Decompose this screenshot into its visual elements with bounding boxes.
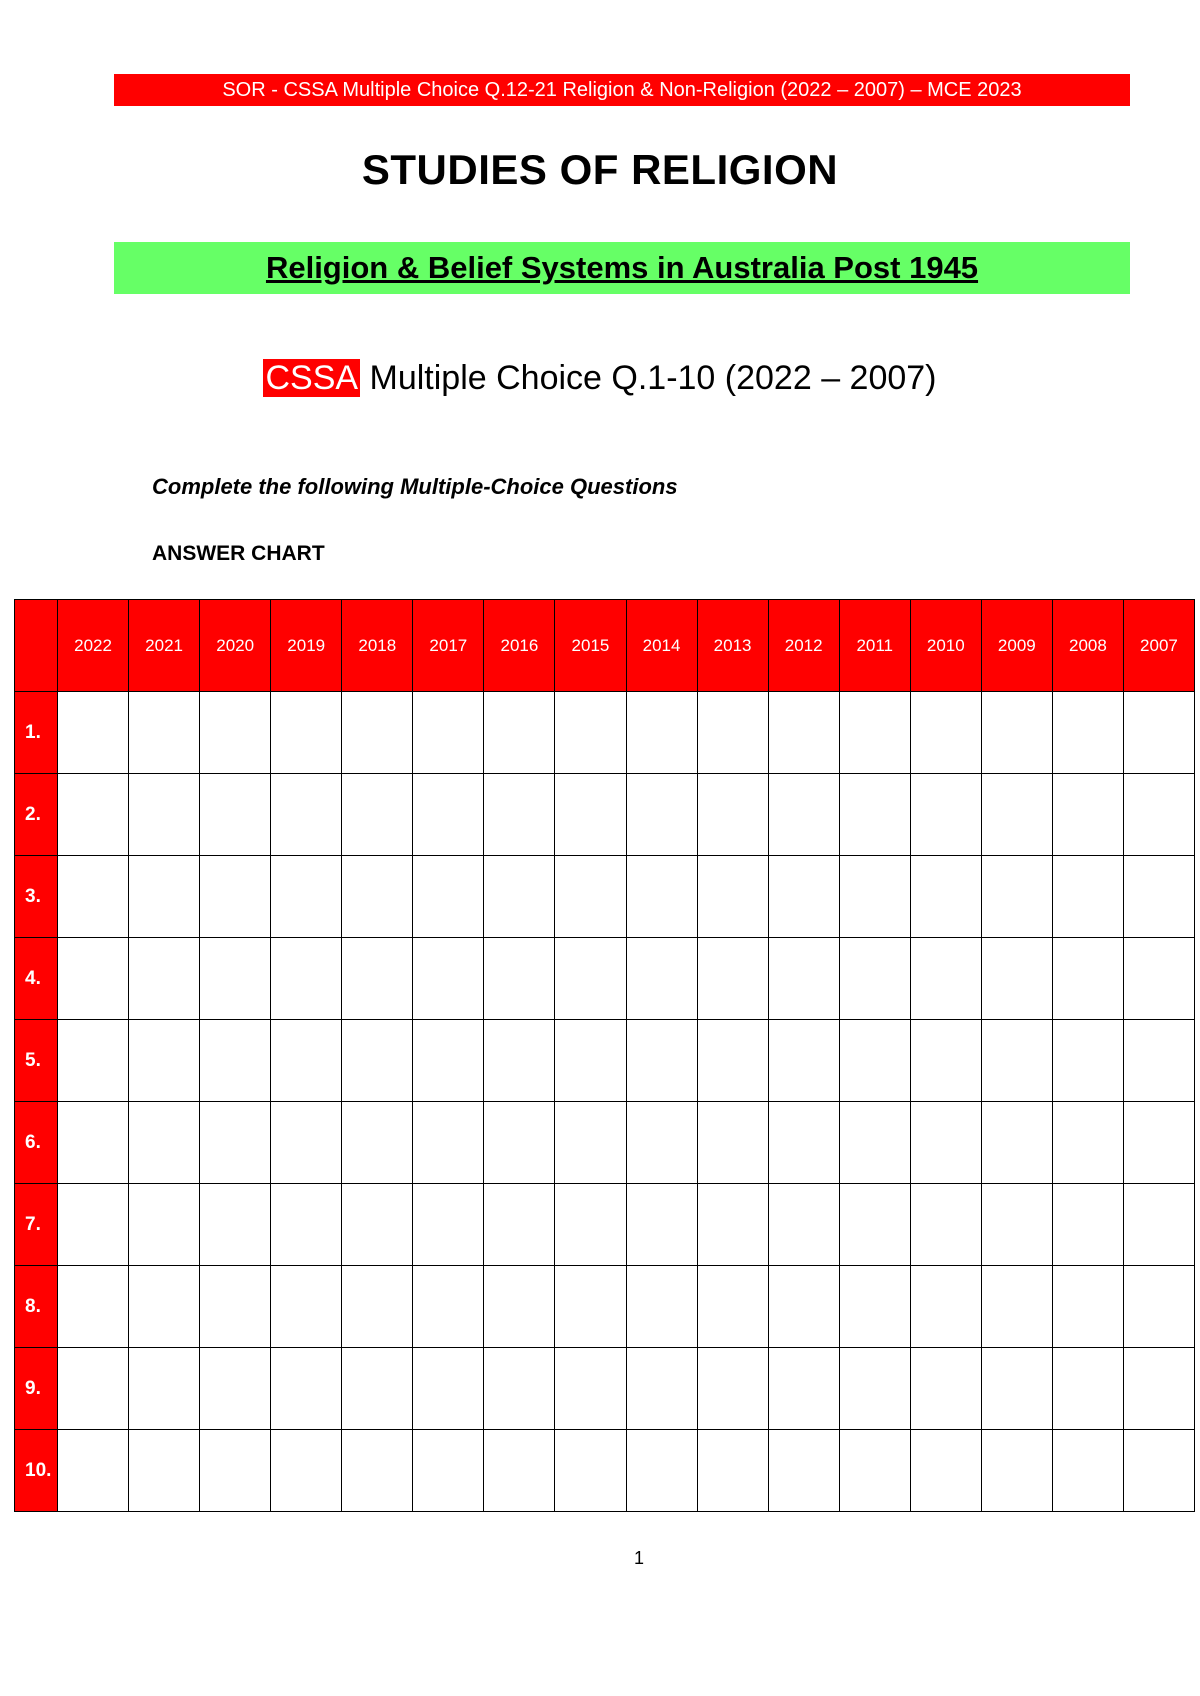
answer-cell[interactable]	[1123, 774, 1194, 856]
answer-cell[interactable]	[129, 856, 200, 938]
answer-cell[interactable]	[697, 938, 768, 1020]
answer-cell[interactable]	[1052, 1430, 1123, 1512]
answer-cell[interactable]	[626, 1266, 697, 1348]
answer-row	[15, 938, 1195, 1020]
answer-cell[interactable]	[697, 774, 768, 856]
answer-row	[15, 1102, 1195, 1184]
answer-cell[interactable]	[342, 938, 413, 1020]
answer-cell[interactable]	[58, 1102, 129, 1184]
year-header-cell: 2008	[1052, 600, 1123, 692]
answer-cell[interactable]	[768, 1184, 839, 1266]
question-number-cell: 6.	[15, 1102, 58, 1184]
answer-cell[interactable]	[910, 692, 981, 774]
answer-cell[interactable]	[58, 1184, 129, 1266]
answer-row	[15, 1020, 1195, 1102]
answer-cell[interactable]	[200, 1020, 271, 1102]
answer-cell[interactable]	[1123, 856, 1194, 938]
page-number: 1	[633, 1548, 644, 1568]
answer-cell[interactable]	[58, 1348, 129, 1430]
answer-cell[interactable]	[1123, 1102, 1194, 1184]
year-header-cell: 2007	[1123, 600, 1194, 692]
answer-cell[interactable]	[555, 774, 626, 856]
answer-row	[15, 1266, 1195, 1348]
answer-cell[interactable]	[626, 1430, 697, 1512]
answer-cell[interactable]	[981, 692, 1052, 774]
year-header-cell: 2017	[413, 600, 484, 692]
answer-cell[interactable]	[484, 1430, 555, 1512]
answer-cell[interactable]	[1123, 692, 1194, 774]
answer-row	[15, 856, 1195, 938]
answer-chart-table	[14, 599, 1195, 1512]
answer-cell[interactable]	[839, 774, 910, 856]
answer-cell[interactable]	[58, 938, 129, 1020]
answer-cell[interactable]	[200, 938, 271, 1020]
answer-cell[interactable]	[555, 1430, 626, 1512]
answer-cell[interactable]	[697, 1184, 768, 1266]
answer-cell[interactable]	[839, 1184, 910, 1266]
answer-cell[interactable]	[200, 774, 271, 856]
topic-text: Religion & Belief Systems in Australia Post 1945	[265, 250, 979, 285]
answer-cell[interactable]	[413, 774, 484, 856]
answer-cell[interactable]	[342, 692, 413, 774]
year-header-cell: 2013	[697, 600, 768, 692]
corner-cell	[15, 600, 58, 692]
answer-cell[interactable]	[200, 1348, 271, 1430]
year-header-cell: 2020	[200, 600, 271, 692]
answer-cell[interactable]	[58, 1266, 129, 1348]
answer-cell[interactable]	[129, 1430, 200, 1512]
answer-cell[interactable]	[1052, 856, 1123, 938]
answer-cell[interactable]	[342, 774, 413, 856]
answer-cell[interactable]	[981, 856, 1052, 938]
year-header-cell: 2012	[768, 600, 839, 692]
answer-cell[interactable]	[981, 1266, 1052, 1348]
answer-cell[interactable]	[697, 1102, 768, 1184]
answer-cell[interactable]	[484, 856, 555, 938]
year-header-cell: 2021	[129, 600, 200, 692]
answer-cell[interactable]	[1052, 938, 1123, 1020]
answer-cell[interactable]	[271, 1102, 342, 1184]
topic-banner	[114, 242, 1130, 294]
answer-cell[interactable]	[768, 1020, 839, 1102]
question-number-cell: 2.	[15, 774, 58, 856]
answer-cell[interactable]	[839, 1020, 910, 1102]
header-banner	[114, 74, 1130, 106]
question-number-cell: 8.	[15, 1266, 58, 1348]
answer-cell[interactable]	[981, 1020, 1052, 1102]
answer-cell[interactable]	[200, 856, 271, 938]
answer-cell[interactable]	[129, 774, 200, 856]
answer-cell[interactable]	[484, 692, 555, 774]
question-number-cell: 3.	[15, 856, 58, 938]
year-header-cell: 2015	[555, 600, 626, 692]
answer-cell[interactable]	[555, 938, 626, 1020]
answer-cell[interactable]	[981, 1184, 1052, 1266]
answer-cell[interactable]	[555, 1348, 626, 1430]
answer-cell[interactable]	[484, 1266, 555, 1348]
answer-cell[interactable]	[768, 692, 839, 774]
answer-cell[interactable]	[981, 1348, 1052, 1430]
answer-cell[interactable]	[626, 1020, 697, 1102]
answer-cell[interactable]	[342, 856, 413, 938]
answer-cell[interactable]	[342, 1348, 413, 1430]
answer-cell[interactable]	[626, 1184, 697, 1266]
answer-cell[interactable]	[342, 1102, 413, 1184]
answer-cell[interactable]	[129, 938, 200, 1020]
answer-cell[interactable]	[58, 692, 129, 774]
answer-cell[interactable]	[910, 1430, 981, 1512]
answer-cell[interactable]	[768, 938, 839, 1020]
instruction-text: Complete the following Multiple-Choice Questions	[152, 474, 678, 499]
answer-cell[interactable]	[839, 856, 910, 938]
answer-cell[interactable]	[200, 692, 271, 774]
answer-cell[interactable]	[129, 1184, 200, 1266]
answer-cell[interactable]	[910, 1102, 981, 1184]
answer-cell[interactable]	[484, 774, 555, 856]
answer-cell[interactable]	[555, 1102, 626, 1184]
answer-cell[interactable]	[1123, 1020, 1194, 1102]
answer-cell[interactable]	[200, 1430, 271, 1512]
answer-cell[interactable]	[697, 856, 768, 938]
answer-cell[interactable]	[1123, 1348, 1194, 1430]
answer-cell[interactable]	[200, 1266, 271, 1348]
answer-cell[interactable]	[839, 1102, 910, 1184]
header-banner-text: SOR - CSSA Multiple Choice Q.12-21 Religion & Non-Religion (2022 – 2007) – MCE 2023	[222, 79, 1022, 101]
answer-cell[interactable]	[768, 774, 839, 856]
answer-cell[interactable]	[626, 1102, 697, 1184]
answer-cell[interactable]	[981, 1102, 1052, 1184]
answer-cell[interactable]	[271, 1020, 342, 1102]
answer-cell[interactable]	[626, 774, 697, 856]
answer-row	[15, 1430, 1195, 1512]
answer-cell[interactable]	[1052, 692, 1123, 774]
answer-cell[interactable]	[910, 1348, 981, 1430]
answer-cell[interactable]	[271, 938, 342, 1020]
answer-cell[interactable]	[697, 1266, 768, 1348]
answer-cell[interactable]	[58, 856, 129, 938]
year-header-row	[15, 600, 1195, 692]
question-number-cell: 9.	[15, 1348, 58, 1430]
year-header-cell: 2009	[981, 600, 1052, 692]
answer-cell[interactable]	[555, 856, 626, 938]
answer-cell[interactable]	[626, 856, 697, 938]
answer-cell[interactable]	[626, 692, 697, 774]
answer-cell[interactable]	[271, 774, 342, 856]
year-header-cell: 2022	[58, 600, 129, 692]
answer-cell[interactable]	[1123, 1430, 1194, 1512]
year-header-cell: 2019	[271, 600, 342, 692]
answer-cell[interactable]	[413, 856, 484, 938]
answer-cell[interactable]	[839, 1430, 910, 1512]
answer-cell[interactable]	[839, 1348, 910, 1430]
answer-cell[interactable]	[271, 856, 342, 938]
answer-cell[interactable]	[200, 1102, 271, 1184]
answer-cell[interactable]	[555, 692, 626, 774]
answer-cell[interactable]	[697, 1020, 768, 1102]
year-header-cell: 2010	[910, 600, 981, 692]
answer-cell[interactable]	[910, 1266, 981, 1348]
year-header-cell: 2014	[626, 600, 697, 692]
answer-cell[interactable]	[342, 1266, 413, 1348]
answer-cell[interactable]	[768, 1348, 839, 1430]
answer-cell[interactable]	[697, 1348, 768, 1430]
answer-row	[15, 1348, 1195, 1430]
answer-cell[interactable]	[910, 1184, 981, 1266]
answer-cell[interactable]	[910, 774, 981, 856]
question-number-cell: 4.	[15, 938, 58, 1020]
year-header-cell: 2018	[342, 600, 413, 692]
answer-chart-label: ANSWER CHART	[152, 542, 325, 565]
answer-cell[interactable]	[1052, 774, 1123, 856]
answer-cell[interactable]	[1123, 1184, 1194, 1266]
answer-cell[interactable]	[413, 1430, 484, 1512]
answer-cell[interactable]	[697, 1430, 768, 1512]
document-title: STUDIES OF RELIGION	[361, 146, 839, 193]
answer-cell[interactable]	[768, 1102, 839, 1184]
answer-cell[interactable]	[697, 692, 768, 774]
answer-cell[interactable]	[200, 1184, 271, 1266]
answer-row	[15, 692, 1195, 774]
answer-cell[interactable]	[1052, 1102, 1123, 1184]
answer-cell[interactable]	[1123, 938, 1194, 1020]
answer-cell[interactable]	[484, 1102, 555, 1184]
answer-cell[interactable]	[58, 774, 129, 856]
answer-cell[interactable]	[413, 1348, 484, 1430]
year-header-cell: 2011	[839, 600, 910, 692]
answer-cell[interactable]	[1052, 1266, 1123, 1348]
answer-cell[interactable]	[342, 1020, 413, 1102]
answer-cell[interactable]	[129, 692, 200, 774]
answer-cell[interactable]	[981, 938, 1052, 1020]
answer-cell[interactable]	[555, 1184, 626, 1266]
answer-cell[interactable]	[413, 1266, 484, 1348]
answer-cell[interactable]	[981, 1430, 1052, 1512]
answer-cell[interactable]	[58, 1430, 129, 1512]
answer-cell[interactable]	[129, 1102, 200, 1184]
answer-cell[interactable]	[1123, 1266, 1194, 1348]
answer-cell[interactable]	[768, 1430, 839, 1512]
answer-cell[interactable]	[910, 938, 981, 1020]
year-header-cell: 2016	[484, 600, 555, 692]
question-number-cell: 10.	[15, 1430, 58, 1512]
answer-cell[interactable]	[271, 1184, 342, 1266]
answer-cell[interactable]	[129, 1020, 200, 1102]
answer-rows	[15, 692, 1195, 1512]
answer-cell[interactable]	[342, 1184, 413, 1266]
answer-cell[interactable]	[839, 1266, 910, 1348]
answer-cell[interactable]	[910, 856, 981, 938]
answer-cell[interactable]	[768, 856, 839, 938]
answer-cell[interactable]	[626, 938, 697, 1020]
cssa-tag: CSSA	[265, 359, 359, 397]
answer-cell[interactable]	[271, 692, 342, 774]
answer-cell[interactable]	[271, 1266, 342, 1348]
question-number-cell: 5.	[15, 1020, 58, 1102]
answer-cell[interactable]	[555, 1020, 626, 1102]
answer-cell[interactable]	[981, 774, 1052, 856]
answer-cell[interactable]	[129, 1348, 200, 1430]
answer-cell[interactable]	[413, 1102, 484, 1184]
answer-cell[interactable]	[413, 938, 484, 1020]
answer-cell[interactable]	[342, 1430, 413, 1512]
answer-row	[15, 774, 1195, 856]
answer-cell[interactable]	[413, 1020, 484, 1102]
answer-cell[interactable]	[484, 1348, 555, 1430]
question-number-cell: 7.	[15, 1184, 58, 1266]
answer-cell[interactable]	[626, 1348, 697, 1430]
answer-cell[interactable]	[839, 692, 910, 774]
answer-cell[interactable]	[484, 1020, 555, 1102]
answer-cell[interactable]	[768, 1266, 839, 1348]
answer-cell[interactable]	[484, 1184, 555, 1266]
answer-cell[interactable]	[1052, 1020, 1123, 1102]
answer-cell[interactable]	[910, 1020, 981, 1102]
answer-cell[interactable]	[1052, 1348, 1123, 1430]
answer-cell[interactable]	[555, 1266, 626, 1348]
answer-cell[interactable]	[413, 692, 484, 774]
multiple-choice-heading-text: Multiple Choice Q.1-10 (2022 – 2007)	[360, 359, 937, 397]
answer-cell[interactable]	[839, 938, 910, 1020]
multiple-choice-heading	[0, 354, 1200, 402]
answer-cell[interactable]	[58, 1020, 129, 1102]
answer-cell[interactable]	[413, 1184, 484, 1266]
question-number-cell: 1.	[15, 692, 58, 774]
answer-cell[interactable]	[271, 1348, 342, 1430]
answer-cell[interactable]	[484, 938, 555, 1020]
answer-cell[interactable]	[1052, 1184, 1123, 1266]
answer-row	[15, 1184, 1195, 1266]
answer-cell[interactable]	[129, 1266, 200, 1348]
answer-cell[interactable]	[271, 1430, 342, 1512]
